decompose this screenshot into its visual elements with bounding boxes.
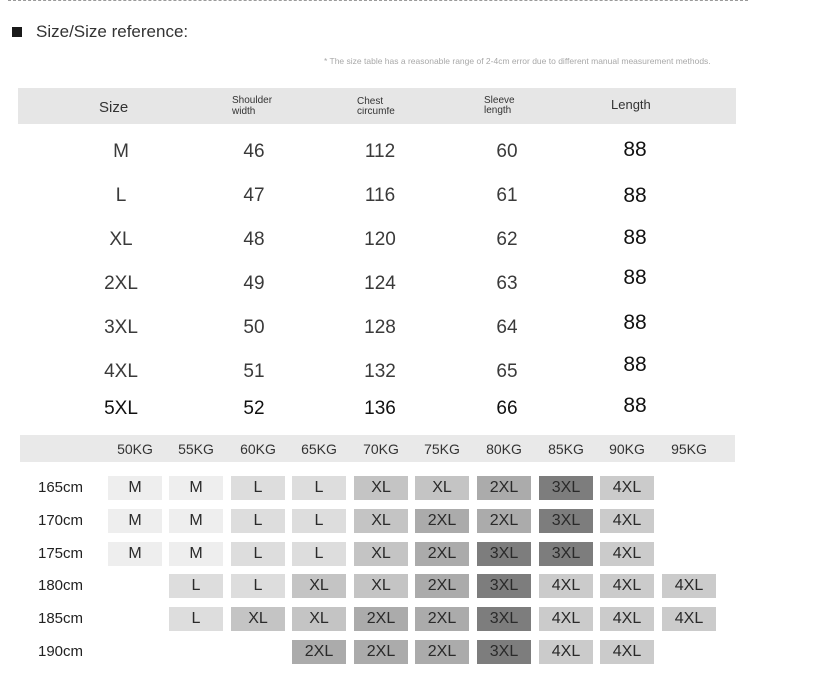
recommended-size-cell: XL — [354, 509, 408, 533]
recommended-size-cell: XL — [292, 574, 346, 598]
height-label: 185cm — [38, 610, 84, 627]
recommended-size-cell: M — [169, 542, 223, 566]
recommended-size-cell: 2XL — [477, 476, 531, 500]
size-table-cell-shoulder: 50 — [243, 317, 265, 338]
size-table-cell-shoulder: 46 — [243, 141, 265, 162]
recommended-size-cell: L — [231, 542, 285, 566]
weight-header-cell: 70KG — [363, 441, 399, 457]
recommended-size-cell: XL — [415, 476, 469, 500]
recommended-size-cell: 2XL — [415, 640, 469, 664]
size-table-cell-size: 3XL — [104, 317, 138, 338]
size-table-cell-chest: 120 — [364, 229, 396, 250]
recommended-size-cell: 4XL — [539, 640, 593, 664]
bullet-square-icon — [12, 27, 22, 37]
recommended-size-cell: 4XL — [662, 607, 716, 631]
recommended-size-cell: XL — [292, 607, 346, 631]
size-table-cell-chest: 128 — [364, 317, 396, 338]
header-chest-line2: circumfe — [357, 107, 395, 117]
size-table-cell-chest: 136 — [364, 398, 396, 419]
recommended-size-cell: 3XL — [477, 607, 531, 631]
size-table-cell-size: 5XL — [104, 398, 138, 419]
top-dashed-divider — [8, 0, 748, 1]
recommended-size-cell: 2XL — [415, 607, 469, 631]
size-table-cell-sleeve: 62 — [496, 229, 518, 250]
recommended-size-cell: 3XL — [539, 509, 593, 533]
weight-header-cell: 75KG — [424, 441, 460, 457]
recommended-size-cell: L — [169, 574, 223, 598]
size-table-cell-length: 88 — [623, 184, 647, 207]
recommended-size-cell: 3XL — [539, 476, 593, 500]
size-table-cell-size: 2XL — [104, 273, 138, 294]
recommended-size-cell: 3XL — [477, 542, 531, 566]
header-length: Length — [611, 97, 651, 112]
recommended-size-cell: XL — [354, 476, 408, 500]
size-table-cell-size: 4XL — [104, 361, 138, 382]
recommended-size-cell: M — [108, 476, 162, 500]
weight-header-cell: 50KG — [117, 441, 153, 457]
recommended-size-cell: 2XL — [415, 542, 469, 566]
size-table-cell-sleeve: 61 — [496, 185, 518, 206]
recommended-size-cell: 4XL — [600, 542, 654, 566]
recommended-size-cell: 4XL — [539, 574, 593, 598]
size-table-cell-shoulder: 52 — [243, 398, 265, 419]
size-table-cell-length: 88 — [623, 353, 647, 376]
header-shoulder-line1: Shoulder — [232, 95, 273, 106]
recommended-size-cell: 2XL — [415, 509, 469, 533]
recommended-size-cell: XL — [231, 607, 285, 631]
header-sleeve-line1: Sleeve — [484, 95, 515, 106]
recommended-size-cell: 4XL — [600, 607, 654, 631]
recommended-size-cell: 4XL — [600, 574, 654, 598]
weight-header-cell: 55KG — [178, 441, 214, 457]
recommended-size-cell: M — [169, 476, 223, 500]
recommended-size-cell: L — [292, 542, 346, 566]
page-title: Size/Size reference: — [36, 22, 189, 41]
recommended-size-cell: L — [231, 476, 285, 500]
size-table-cell-size: L — [115, 185, 127, 206]
size-table-cell-length: 88 — [623, 266, 647, 289]
recommended-size-cell: M — [108, 542, 162, 566]
measurement-note: * The size table has a reasonable range of 2-4cm error due to different manual measurement methods. — [324, 56, 711, 66]
weight-header-cell: 90KG — [609, 441, 645, 457]
header-chest-line1: Chest — [357, 96, 384, 107]
size-table-cell-shoulder: 48 — [243, 229, 265, 250]
height-label: 190cm — [38, 643, 84, 660]
recommended-size-cell: M — [108, 509, 162, 533]
size-table-cell-shoulder: 49 — [243, 273, 265, 294]
recommended-size-cell: L — [292, 509, 346, 533]
recommended-size-cell: 4XL — [600, 476, 654, 500]
recommended-size-cell: 2XL — [354, 640, 408, 664]
recommended-size-cell: XL — [354, 542, 408, 566]
size-table-cell-sleeve: 66 — [496, 398, 518, 419]
weight-header-cell: 65KG — [301, 441, 337, 457]
weight-header-cell: 95KG — [671, 441, 707, 457]
recommended-size-cell: 2XL — [292, 640, 346, 664]
recommended-size-cell: XL — [354, 574, 408, 598]
weight-header-cell: 85KG — [548, 441, 584, 457]
recommended-size-cell: 4XL — [539, 607, 593, 631]
size-table-cell-size: XL — [109, 229, 133, 250]
size-table-cell-sleeve: 65 — [496, 361, 518, 382]
recommended-size-cell: L — [231, 574, 285, 598]
recommended-size-cell: 2XL — [477, 509, 531, 533]
weight-header-cell: 80KG — [486, 441, 522, 457]
recommended-size-cell: L — [292, 476, 346, 500]
header-sleeve-line2: length — [484, 105, 512, 116]
recommended-size-cell: L — [169, 607, 223, 631]
recommended-size-cell: 2XL — [415, 574, 469, 598]
recommended-size-cell: 3XL — [477, 640, 531, 664]
section-heading — [12, 22, 188, 42]
size-table-cell-length: 88 — [623, 394, 647, 417]
size-table-cell-shoulder: 51 — [243, 361, 265, 382]
size-table-cell-size: M — [113, 141, 129, 162]
header-shoulder-line2: width — [232, 106, 256, 117]
size-table-cell-chest: 132 — [364, 361, 396, 382]
size-table-cell-chest: 116 — [364, 185, 396, 206]
recommended-size-cell: L — [231, 509, 285, 533]
size-table-cell-shoulder: 47 — [243, 185, 265, 206]
height-label: 180cm — [38, 577, 84, 594]
size-table-cell-length: 88 — [623, 311, 647, 334]
size-table-cell-sleeve: 63 — [496, 273, 518, 294]
height-label: 175cm — [38, 545, 84, 562]
size-table-cell-length: 88 — [623, 226, 647, 249]
header-size: Size — [99, 99, 129, 116]
size-table-cell-chest: 112 — [364, 141, 396, 162]
weight-header-cell: 60KG — [240, 441, 276, 457]
size-table-cell-sleeve: 64 — [496, 317, 518, 338]
recommended-size-cell: 4XL — [600, 640, 654, 664]
size-table-cell-length: 88 — [623, 138, 647, 161]
recommended-size-cell: 3XL — [539, 542, 593, 566]
recommended-size-cell: M — [169, 509, 223, 533]
size-table-cell-chest: 124 — [364, 273, 396, 294]
recommended-size-cell: 4XL — [662, 574, 716, 598]
height-label: 170cm — [38, 512, 84, 529]
recommended-size-cell: 2XL — [354, 607, 408, 631]
size-table-cell-sleeve: 60 — [496, 141, 518, 162]
recommended-size-cell: 3XL — [477, 574, 531, 598]
height-label: 165cm — [38, 479, 84, 496]
recommended-size-cell: 4XL — [600, 509, 654, 533]
